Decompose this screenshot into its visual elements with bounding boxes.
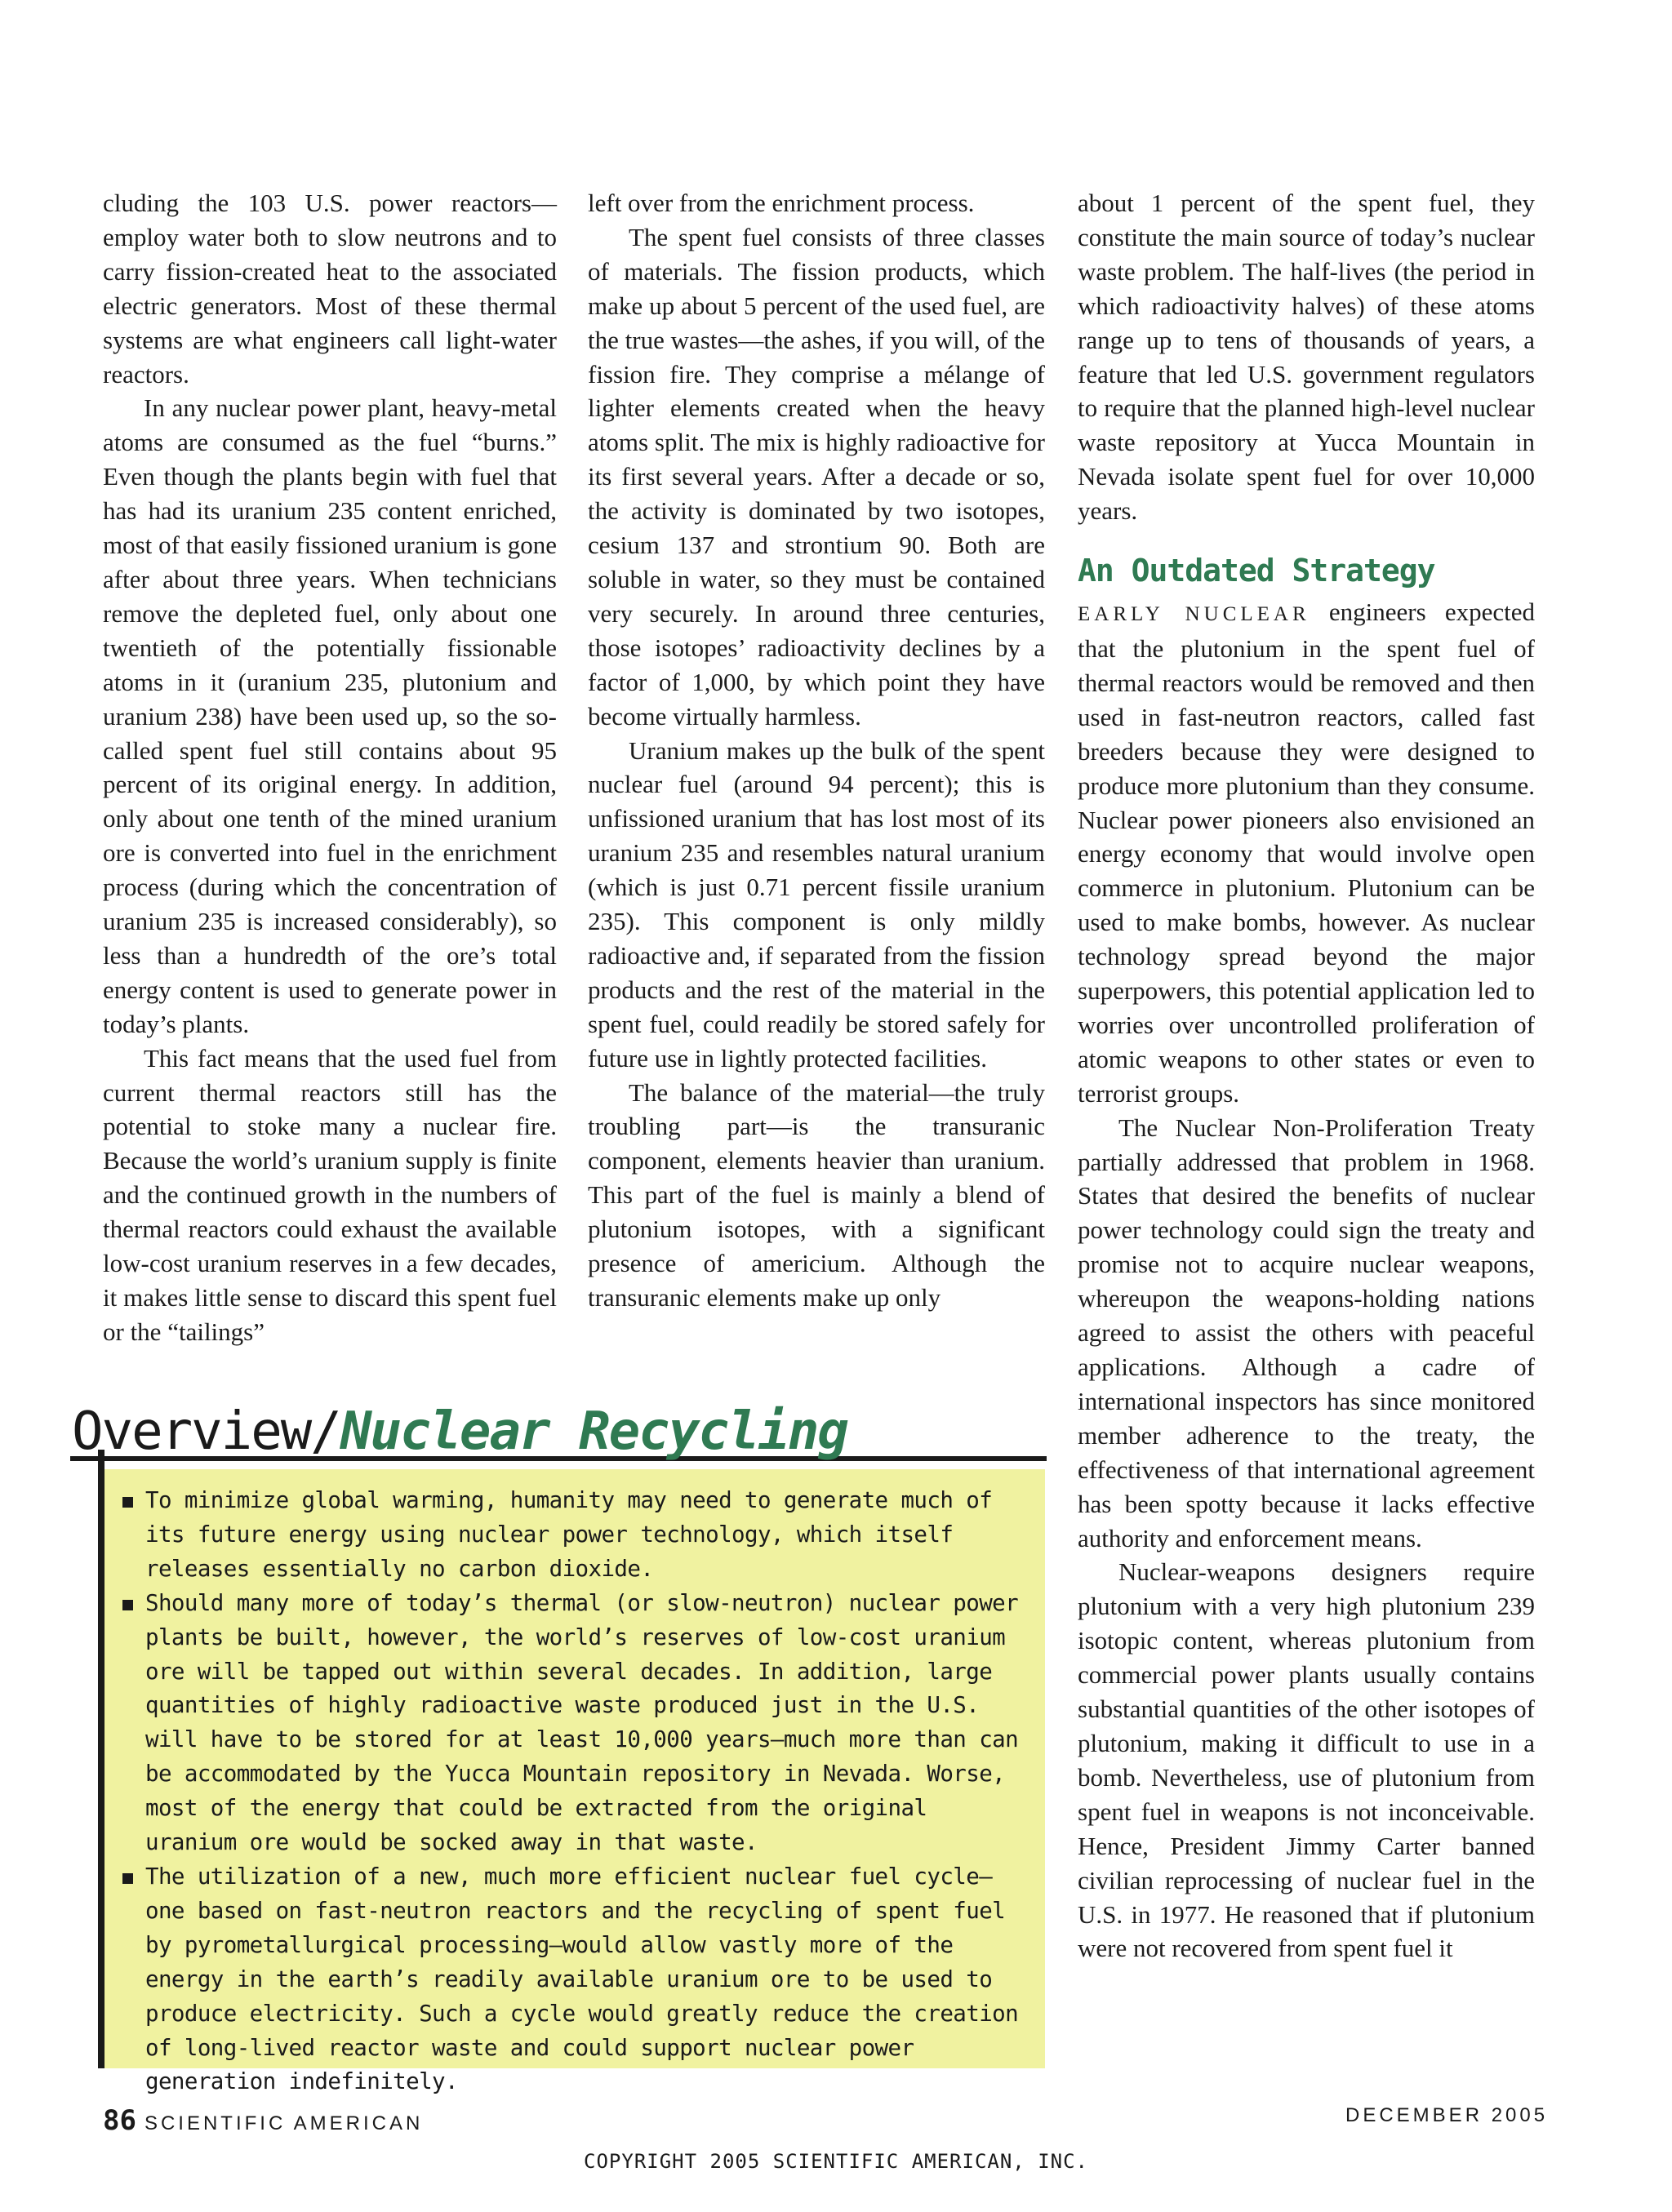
overview-left-rule [98, 1450, 104, 2068]
section-subhead: An Outdated Strategy [1078, 553, 1435, 589]
article-column-2 [588, 186, 1045, 1315]
overview-title-sub: Nuclear Recycling [340, 1401, 847, 1462]
body-paragraph: In any nuclear power plant, heavy-metal atoms are consumed as the fuel “burns.” Even though the plants begin with fuel that has had its uranium 235 content enriched, most of that easily fissioned uranium is gone after about three years. When technicians remove the depleted fuel, only about one twentieth of the potentially fissionable atoms in it (uranium 235, plutonium and uranium 238) have been used up, so the so-called spent fuel still contains about 95 percent of its original energy. In addition, only about one tenth of the mined uranium ore is converted into fuel in the enrichment process (during which the concentration of uranium 235 is increased considerably), so less than a hundredth of the ore’s total energy content is used to generate power in today’s plants. [103, 393, 557, 1038]
body-paragraph: about 1 percent of the spent fuel, they constitute the main source of today’s nuclear waste problem. The half-lives (the period in which radioactivity halves) of these atoms range up to tens of thousands of years, a feature that led U.S. government regulators to require that the planned high-level nuclear waste repository at Yucca Mountain in Nevada isolate spent fuel for over 10,000 years. [1078, 189, 1535, 526]
article-column-1 [103, 186, 557, 1349]
body-text: engineers expected that the plutonium in the spent fuel of thermal reactors would be removed and then used in fast-neutron reactors, called fast breeders because they were designed to produce more plutonium than they consume. Nuclear power pioneers also envisioned an energy economy that would involve open commerce in plutonium. Plutonium can be used to make bombs, however. As nuclear technology spread beyond the major superpowers, this potential application led to worries over uncontrolled proliferation of atomic weapons to other states or even to terrorist groups. [1078, 597, 1535, 1108]
overview-bullet: To minimize global warming, humanity may need to generate much of its future energy using nuclear power technology, which itself releases essentially no carbon dioxide. [122, 1484, 1029, 1587]
body-paragraph: Nuclear-weapons designers require plutonium with a very high plutonium 239 isotopic content, whereas plutonium from commercial power plants usually contains substantial quantities of the other isotopes of plutonium, making it difficult to use in a bomb. Nevertheless, use of plutonium from spent fuel in weapons is not inconceivable. Hence, President Jimmy Carter banned civilian reprocessing of nuclear fuel in the U.S. in 1977. He reasoned that if plutonium were not recovered from spent fuel it [1078, 1557, 1535, 1963]
body-paragraph: left over from the enrichment process. [588, 189, 975, 217]
body-paragraph: cluding the 103 U.S. power reactors— employ water both to slow neutrons and to carry fission-created heat to the associated electric generators. Most of these thermal systems are what engineers call light-water reactors. [103, 189, 557, 389]
footer-left [103, 2104, 423, 2137]
issue-date: DECEMBER 2005 [1345, 2104, 1549, 2126]
body-paragraph [1078, 595, 1535, 1111]
body-paragraph: Uranium makes up the bulk of the spent nuclear fuel (around 94 percent); this is unfissioned uranium that has lost most of its uranium 235 and resembles natural uranium (which is just 0.71 percent fissile uranium 235). This component is only mildly radioactive and, if separated from the fission products and the rest of the material in the spent fuel, could readily be stored safely for future use in lightly protected facilities. [588, 735, 1045, 1073]
body-paragraph: This fact means that the used fuel from current thermal reactors still has the potential to stoke many a nuclear fire. Because the world’s uranium supply is finite and the continued growth in the numbers of thermal reactors could exhaust the available low-cost uranium reserves in a few decades, it makes little sense to discard this spent fuel or the “tailings” [103, 1043, 557, 1346]
overview-bullet-list [122, 1484, 1029, 2099]
overview-title-main: Overview/ [72, 1401, 340, 1462]
magazine-name: SCIENTIFIC AMERICAN [144, 2112, 424, 2134]
copyright-notice: COPYRIGHT 2005 SCIENTIFIC AMERICAN, INC. [584, 2150, 1088, 2173]
lead-in-smallcaps: EARLY NUCLEAR [1078, 603, 1310, 626]
page-number: 86 [103, 2104, 136, 2137]
overview-bullet: The utilization of a new, much more efficient nuclear fuel cycle—one based on fast-neutron reactors and the recycling of spent fuel by pyrometallurgical processing—would allow vastly more of the energy in the earth’s readily available uranium ore to be used to produce electricity. Such a cycle would greatly reduce the creation of long-lived reactor waste and could support nuclear power generation indefinitely. [122, 1860, 1029, 2099]
article-column-3 [1078, 186, 1535, 1965]
body-paragraph: The balance of the material—the truly troubling part—is the transuranic component, elements heavier than uranium. This part of the fuel is mainly a blend of plutonium isotopes, with a significant presence of americium. Although the transuranic elements make up only [588, 1077, 1045, 1312]
overview-bullet: Should many more of today’s thermal (or slow-neutron) nuclear power plants be built, however, the world’s reserves of low-cost uranium ore will be tapped out within several decades. In addition, large quantities of highly radioactive waste produced just in the U.S. will have to be stored for at least 10,000 years—much more than can be accommodated by the Yucca Mountain repository in Nevada. Worse, most of the energy that could be extracted from the original uranium ore would be socked away in that waste. [122, 1587, 1029, 1860]
body-paragraph: The Nuclear Non-Proliferation Treaty partially addressed that problem in 1968. States that desired the benefits of nuclear power technology could sign the treaty and promise not to acquire nuclear weapons, whereupon the weapons-holding nations agreed to assist the others with peaceful applications. Although a cadre of international inspectors has since monitored member adherence to the treaty, the effectiveness of that international agreement has been spotty because it lacks effective authority and enforcement means. [1078, 1113, 1535, 1552]
overview-title [72, 1402, 847, 1461]
body-paragraph: The spent fuel consists of three classes of materials. The fission products, which make up about 5 percent of the used fuel, are the true wastes—the ashes, if you will, of the fission fire. They comprise a mélange of lighter elements created when the heavy atoms split. The mix is highly radioactive for its first several years. After a decade or so, the activity is dominated by two isotopes, cesium 137 and strontium 90. Both are soluble in water, so they must be contained very securely. In around three centuries, those isotopes’ radioactivity declines by a factor of 1,000, by which point they have become virtually harmless. [588, 222, 1045, 731]
